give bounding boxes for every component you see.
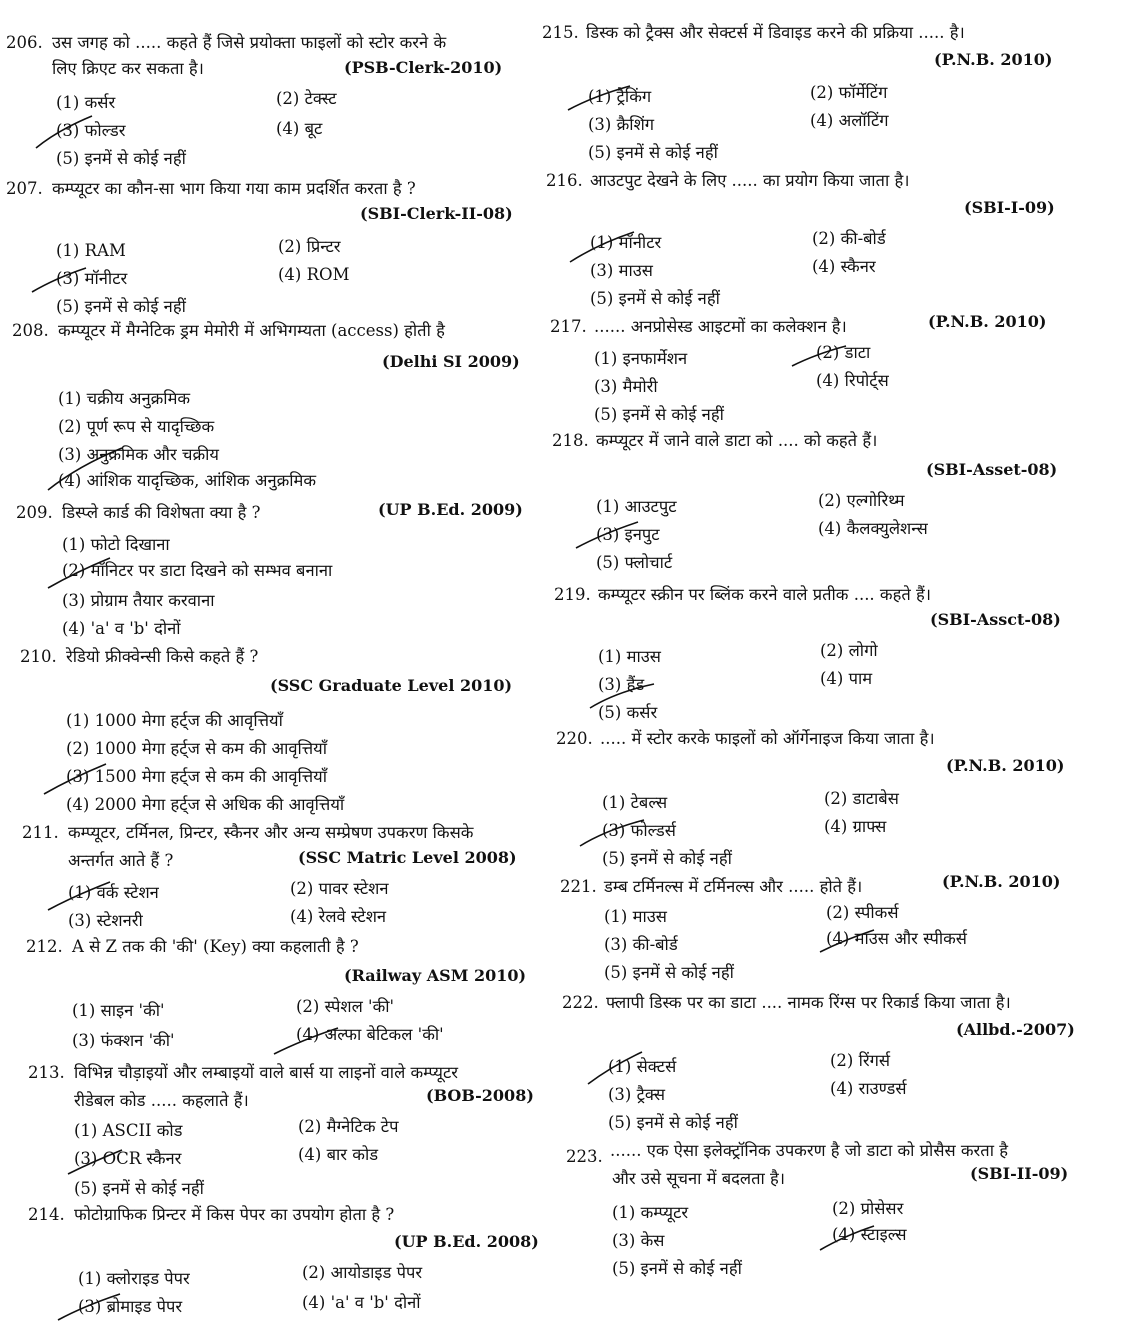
exam-source: (P.N.B. 2010) <box>934 50 1053 69</box>
question-number: 212. <box>26 937 63 956</box>
question-number: 214. <box>28 1205 65 1224</box>
option-5: (5) कर्सर <box>598 703 658 722</box>
option-4: (4) अल्फा बेटिकल 'की' <box>296 1025 444 1044</box>
option-4: (4) राउण्डर्स <box>830 1079 907 1098</box>
option-4: (4) स्कैनर <box>812 257 876 276</box>
exam-source: (SBI-II-09) <box>970 1164 1069 1183</box>
option-5: (5) इनमें से कोई नहीं <box>56 297 186 316</box>
exam-source: (Allbd.-2007) <box>956 1020 1075 1039</box>
option-1: (1) कर्सर <box>56 93 116 112</box>
question-text: फोटोग्राफिक प्रिन्टर में किस पेपर का उपयोग होता है ? <box>74 1205 395 1224</box>
question-text: फ्लापी डिस्क पर का डाटा .... नामक रिंग्स पर रिकार्ड किया जाता है। <box>606 993 1011 1012</box>
option-5: (5) इनमें से कोई नहीं <box>590 289 720 308</box>
option-3: (3) 1500 मेगा हर्ट्ज से कम की आवृत्तियाँ <box>66 767 328 786</box>
option-5: (5) इनमें से कोई नहीं <box>56 149 186 168</box>
option-1: (1) टेबल्स <box>602 793 668 812</box>
option-3: (3) प्रोग्राम तैयार करवाना <box>62 591 215 610</box>
option-1: (1) इनफार्मेशन <box>594 349 688 368</box>
question-number: 218. <box>552 431 589 450</box>
option-2: (2) प्रोसेसर <box>832 1199 904 1218</box>
question-text: रेडियो फ्रीक्वेन्सी किसे कहते हैं ? <box>66 647 259 666</box>
question-number: 208. <box>12 321 49 340</box>
option-3: (3) ब्रोमाइड पेपर <box>78 1297 183 1316</box>
option-4: (4) कैलक्युलेशन्स <box>818 519 928 538</box>
option-1: (1) आउटपुट <box>596 497 677 516</box>
option-4: (4) रिपोर्ट्स <box>816 371 889 390</box>
option-4: (4) ग्राफ्स <box>824 817 887 836</box>
option-5: (5) इनमें से कोई नहीं <box>602 849 732 868</box>
question-number: 216. <box>546 171 583 190</box>
option-4: (4) 'a' व 'b' दोनों <box>62 619 181 638</box>
option-3: (3) ट्रैक्स <box>608 1085 665 1104</box>
option-2: (2) मॉनिटर पर डाटा दिखने को सम्भव बनाना <box>62 561 333 580</box>
question-text: डम्ब टर्मिनल्स में टर्मिनल्स और ..... होते हैं। <box>604 877 863 896</box>
option-3: (3) माउस <box>590 261 653 280</box>
option-2: (2) डाटाबेस <box>824 789 899 808</box>
option-3: (3) क्रैशिंग <box>588 115 655 134</box>
exam-source: (SSC Graduate Level 2010) <box>270 676 513 695</box>
exam-source: (P.N.B. 2010) <box>946 756 1065 775</box>
exam-source: (P.N.B. 2010) <box>928 312 1047 331</box>
question-text: कम्प्यूटर स्क्रीन पर ब्लिंक करने वाले प्रतीक .... कहते हैं। <box>598 585 932 604</box>
exam-source: (PSB-Clerk-2010) <box>344 58 503 77</box>
option-3: (3) फोल्डर <box>56 121 126 140</box>
question-number: 221. <box>560 877 597 896</box>
option-5: (5) फ्लोचार्ट <box>596 553 673 572</box>
option-5: (5) इनमें से कोई नहीं <box>612 1259 742 1278</box>
option-3: (3) की-बोर्ड <box>604 935 678 954</box>
option-4: (4) स्टाइल्स <box>832 1225 907 1244</box>
option-3: (3) स्टेशनरी <box>68 911 143 930</box>
option-4: (4) बूट <box>276 119 323 138</box>
option-2: (2) लोगो <box>820 641 878 660</box>
question-text: ..... में स्टोर करके फाइलों को ऑर्गेनाइज किया जाता है। <box>600 729 935 748</box>
option-2: (2) एल्गोरिथ्म <box>818 491 905 510</box>
option-1: (1) माउस <box>604 907 667 926</box>
option-2: (2) 1000 मेगा हर्ट्ज से कम की आवृत्तियाँ <box>66 739 328 758</box>
question-number: 223. <box>566 1147 603 1166</box>
exam-source: (SBI-Clerk-II-08) <box>360 204 513 223</box>
question-text: डिस्प्ले कार्ड की विशेषता क्या है ? <box>62 503 261 522</box>
option-4: (4) रेलवे स्टेशन <box>290 907 387 926</box>
exam-source: (SSC Matric Level 2008) <box>298 848 517 867</box>
option-1: (1) कम्प्यूटर <box>612 1203 689 1222</box>
option-1: (1) साइन 'की' <box>72 1001 165 1020</box>
question-text: A से Z तक की 'की' (Key) क्या कहलाती है ? <box>72 937 359 956</box>
question-number: 219. <box>554 585 591 604</box>
option-2: (2) पावर स्टेशन <box>290 879 389 898</box>
question-text: कम्प्यूटर में जाने वाले डाटा को .... को कहते हैं। <box>596 431 878 450</box>
option-2: (2) आयोडाइड पेपर <box>302 1263 423 1282</box>
option-1: (1) फोटो दिखाना <box>62 535 170 554</box>
option-2: (2) स्पेशल 'की' <box>296 997 395 1016</box>
option-5: (5) इनमें से कोई नहीं <box>588 143 718 162</box>
question-text: कम्प्यूटर में मैग्नेटिक ड्रम मेमोरी में अभिगम्यता (access) होती है <box>58 321 445 340</box>
question-number: 207. <box>6 179 43 198</box>
exam-source: (SBI-Asset-08) <box>926 460 1058 479</box>
option-1: (1) क्लोराइड पेपर <box>78 1269 190 1288</box>
option-2: (2) रिंगर्स <box>830 1051 891 1070</box>
option-1: (1) चक्रीय अनुक्रमिक <box>58 389 191 408</box>
option-4: (4) बार कोड <box>298 1145 379 1164</box>
question-text: कम्प्यूटर का कौन-सा भाग किया गया काम प्रदर्शित करता है ? <box>52 179 416 198</box>
question-text: विभिन्न चौड़ाइयों और लम्बाइयों वाले बार्स या लाइनों वाले कम्प्यूटर <box>74 1063 459 1082</box>
option-3: (3) मैमोरी <box>594 377 658 396</box>
option-1: (1) माउस <box>598 647 661 666</box>
question-text: ...... अनप्रोसेस्ड आइटमों का कलेक्शन है। <box>594 317 847 336</box>
exam-source: (SBI-I-09) <box>964 198 1055 217</box>
option-1: (1) ASCII कोड <box>74 1121 183 1140</box>
left-column <box>0 0 560 1344</box>
option-4: (4) 'a' व 'b' दोनों <box>302 1293 421 1312</box>
option-1: (1) ट्रैकिंग <box>588 87 652 106</box>
option-3: (3) अनुक्रमिक और चक्रीय <box>58 445 219 464</box>
exam-source: (Delhi SI 2009) <box>382 352 520 371</box>
question-number: 220. <box>556 729 593 748</box>
question-text: आउटपुट देखने के लिए ..... का प्रयोग किया जाता है। <box>590 171 910 190</box>
question-text-continued: लिए क्रिएट कर सकता है। <box>52 59 204 78</box>
option-3: (3) हैंड <box>598 675 645 694</box>
option-3: (3) OCR स्कैनर <box>74 1149 182 1168</box>
option-5: (5) इनमें से कोई नहीं <box>594 405 724 424</box>
exam-source: (SBI-Assct-08) <box>930 610 1061 629</box>
option-2: (2) पूर्ण रूप से यादृच्छिक <box>58 417 215 436</box>
option-1: (1) मॉनीटर <box>590 233 662 252</box>
question-text: डिस्क को ट्रैक्स और सेक्टर्स में डिवाइड करने की प्रक्रिया ..... है। <box>586 23 965 42</box>
question-number: 213. <box>28 1063 65 1082</box>
option-3: (3) मॉनीटर <box>56 269 128 288</box>
exam-source: (UP B.Ed. 2009) <box>378 500 523 519</box>
question-text-continued: अन्तर्गत आते हैं ? <box>68 851 174 870</box>
option-5: (5) इनमें से कोई नहीं <box>604 963 734 982</box>
question-number: 210. <box>20 647 57 666</box>
question-number: 222. <box>562 993 599 1012</box>
question-number: 206. <box>6 33 43 52</box>
question-number: 209. <box>16 503 53 522</box>
question-number: 217. <box>550 317 587 336</box>
option-1: (1) RAM <box>56 241 126 260</box>
option-3: (3) इनपुट <box>596 525 660 544</box>
question-text-continued: रीडेबल कोड ..... कहलाते हैं। <box>74 1091 249 1110</box>
exam-source: (P.N.B. 2010) <box>942 872 1061 891</box>
option-4: (4) ROM <box>278 265 350 284</box>
option-4: (4) माउस और स्पीकर्स <box>826 929 967 948</box>
option-1: (1) वर्क स्टेशन <box>68 883 159 902</box>
option-4: (4) पाम <box>820 669 873 688</box>
question-text-continued: और उसे सूचना में बदलता है। <box>612 1169 786 1188</box>
question-text: कम्प्यूटर, टर्मिनल, प्रिन्टर, स्कैनर और अन्य सम्प्रेषण उपकरण किसके <box>68 823 474 842</box>
exam-source: (UP B.Ed. 2008) <box>394 1232 539 1251</box>
option-2: (2) डाटा <box>816 343 871 362</box>
option-2: (2) टेक्स्ट <box>276 89 337 108</box>
option-5: (5) इनमें से कोई नहीं <box>608 1113 738 1132</box>
option-3: (3) फंक्शन 'की' <box>72 1031 175 1050</box>
question-number: 215. <box>542 23 579 42</box>
option-1: (1) सेक्टर्स <box>608 1057 677 1076</box>
option-3: (3) फोल्डर्स <box>602 821 676 840</box>
question-text: ...... एक ऐसा इलेक्ट्रॉनिक उपकरण है जो डाटा को प्रोसैस करता है <box>610 1141 1008 1160</box>
question-text: उस जगह को ..... कहते हैं जिसे प्रयोक्ता फाइलों को स्टोर करने के <box>52 33 447 52</box>
option-4: (4) अलॉटिंग <box>810 111 889 130</box>
exam-source: (BOB-2008) <box>426 1086 534 1105</box>
option-2: (2) मैग्नेटिक टेप <box>298 1117 399 1136</box>
option-2: (2) फॉर्मेटिंग <box>810 83 888 102</box>
option-4: (4) आंशिक यादृच्छिक, आंशिक अनुक्रमिक <box>58 471 317 490</box>
question-number: 211. <box>22 823 59 842</box>
option-4: (4) 2000 मेगा हर्ट्ज से अधिक की आवृत्तियाँ <box>66 795 345 814</box>
exam-source: (Railway ASM 2010) <box>344 966 527 985</box>
option-1: (1) 1000 मेगा हर्ट्ज की आवृत्तियाँ <box>66 711 283 730</box>
option-3: (3) केस <box>612 1231 665 1250</box>
option-2: (2) की-बोर्ड <box>812 229 886 248</box>
option-2: (2) प्रिन्टर <box>278 237 341 256</box>
option-2: (2) स्पीकर्स <box>826 903 899 922</box>
right-column <box>542 0 1131 1344</box>
option-5: (5) इनमें से कोई नहीं <box>74 1179 204 1198</box>
